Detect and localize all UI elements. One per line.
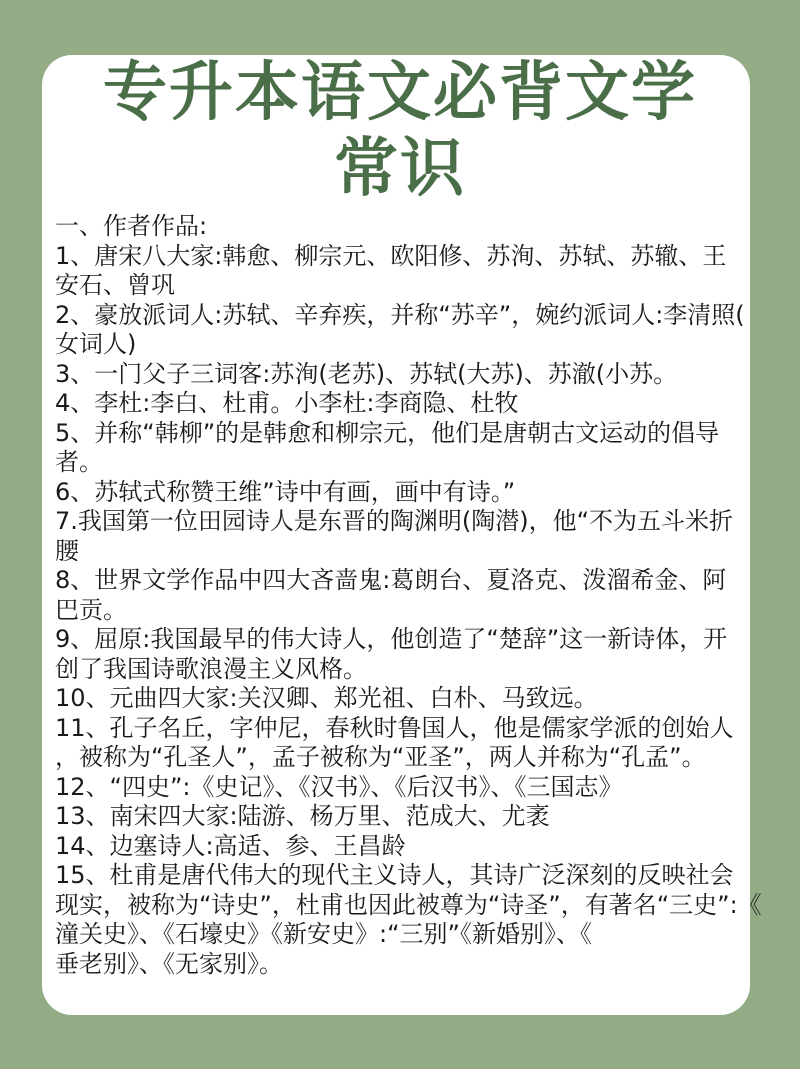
text-line: 14、边塞诗人:高适、参、王昌龄 [55,831,406,860]
text-line: 5、并称“韩柳”的是韩愈和柳宗元，他们是唐朝古文运动的倡导 [55,418,720,447]
text-line: 2、豪放派词人:苏轼、辛弃疾，并称“苏辛”，婉约派词人:李清照( [55,300,745,329]
text-line: 现实，被称为“诗史”，杜甫也因此被尊为“诗圣”，有著名“三史”:《 [55,890,762,919]
text-line: 潼关史》、《石壕史》《新安史》:“三别”《新婚别》、《 [55,920,592,948]
document-body [55,212,762,979]
text-line: 6、苏轼式称赞王维”诗中有画，画中有诗。” [55,477,516,506]
text-line: 8、世界文学作品中四大吝啬鬼:葛朗台、夏洛克、泼溜希金、阿 [55,566,727,594]
page-title-line2: 常识 [334,132,466,206]
text-line: 9、屈原:我国最早的伟大诗人，他创造了“楚辞”这一新诗体，开 [55,625,728,653]
text-line: ，被称为“孔圣人”，孟子被称为“亚圣”，两人并称为“孔孟”。 [55,743,706,771]
text-line: 3、一门父子三词客:苏洵(老苏)、苏轼(大苏)、苏澈(小苏。 [55,359,678,388]
text-line: 女词人) [55,330,137,358]
text-line: 安石、曾巩 [55,271,175,299]
text-line: 垂老别》、《无家别》。 [55,949,283,978]
text-line: 10、元曲四大家:关汉卿、郑光祖、白朴、马致远。 [55,684,598,712]
text-line: 4、李杜:李白、杜甫。小李杜:李商隐、杜牧 [55,389,519,417]
page-title: 专升本语文必背文学 [103,56,697,130]
text-line: 11、孔子名丘，字仲尼，春秋时鲁国人，他是儒家学派的创始人 [55,713,734,742]
text-line: 腰 [55,536,79,565]
text-line: 巴贡。 [55,595,127,624]
text-line: 者。 [55,448,103,476]
text-line: 1、唐宋八大家:韩愈、柳宗元、欧阳修、苏洵、苏轼、苏辙、王 [55,241,727,270]
text-line: 一、作者作品: [55,212,208,240]
text-line: 7.我国第一位田园诗人是东晋的陶渊明(陶潜)，他“不为五斗米折 [55,507,734,535]
text-line: 15、杜甫是唐代伟大的现代主义诗人，其诗广泛深刻的反映社会 [55,861,734,889]
text-line: 创了我国诗歌浪漫主义风格。 [55,654,367,683]
text-line: 12、“四史”:《史记》、《汉书》、《后汉书》、《三国志》 [55,772,623,801]
text-line: 13、南宋四大家:陆游、杨万里、范成大、尤袤 [55,802,550,830]
